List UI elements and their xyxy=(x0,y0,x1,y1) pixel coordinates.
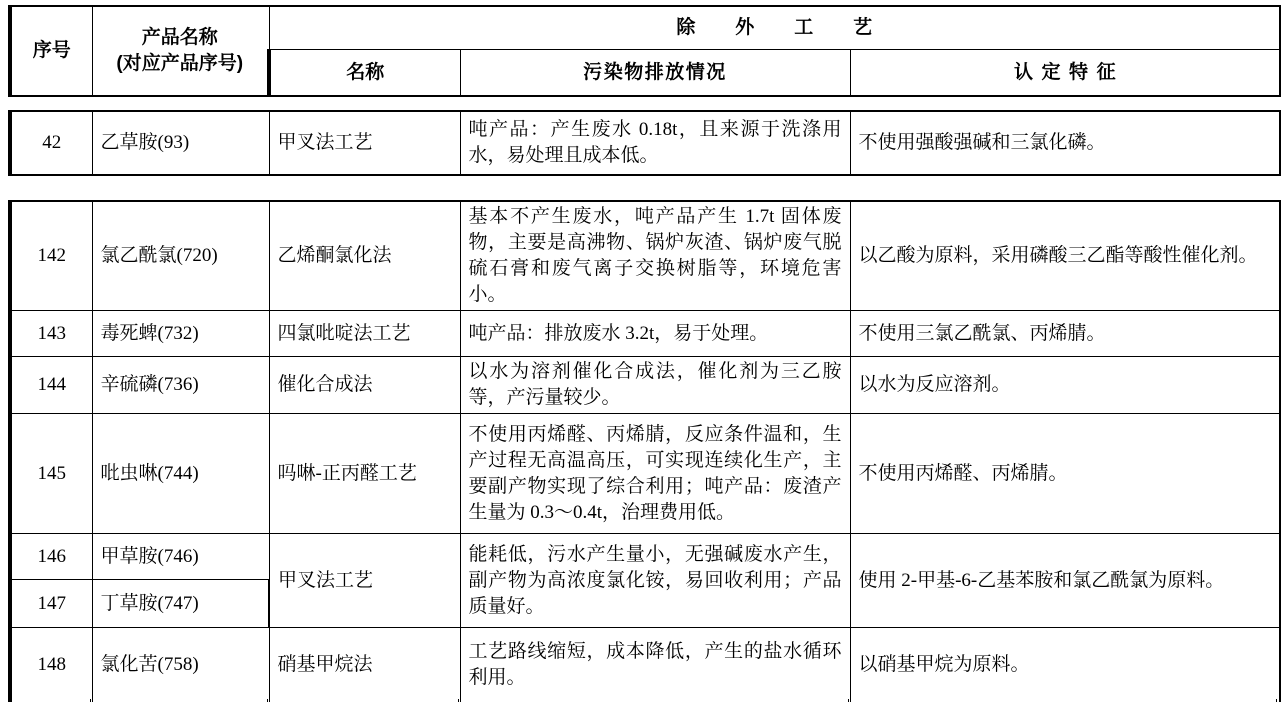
cell-process-name: 硝基甲烷法 xyxy=(269,628,460,702)
cell-identification-feature: 不使用强酸强碱和三氯化磷。 xyxy=(850,111,1280,175)
cell-serial-number: 145 xyxy=(10,414,92,534)
header-product-line1: 产品名称 xyxy=(141,27,218,48)
table-row xyxy=(10,311,1280,357)
header-pollution: 污染物排放情况 xyxy=(460,50,850,97)
cell-serial-number: 142 xyxy=(10,201,92,311)
table-row xyxy=(10,357,1280,414)
cell-process-name: 乙烯酮氯化法 xyxy=(269,201,460,311)
header-process-name: 名称 xyxy=(269,50,460,97)
cell-product-name: 毒死蜱(732) xyxy=(92,311,269,357)
cell-serial-number: 146 xyxy=(10,534,92,580)
cell-identification-feature: 使用 2-甲基-6-乙基苯胺和氯乙酰氯为原料。 xyxy=(850,534,1280,628)
cell-pollution-discharge: 能耗低，污水产生量小，无强碱废水产生，副产物为高浓度氯化铵，易回收利用；产品质量好。 xyxy=(460,534,850,628)
cell-product-name: 辛硫磷(736) xyxy=(92,357,269,414)
cell-process-name: 四氯吡啶法工艺 xyxy=(269,311,460,357)
table-row xyxy=(10,111,1280,175)
cell-serial-number: 147 xyxy=(10,580,92,628)
table-fragment-row42 xyxy=(8,110,1281,176)
cell-serial-number: 148 xyxy=(10,628,92,702)
table-row xyxy=(10,201,1280,311)
cell-process-name: 催化合成法 xyxy=(269,357,460,414)
cell-pollution-discharge: 以水为溶剂催化合成法，催化剂为三乙胺等，产污量较少。 xyxy=(460,357,850,414)
cell-product-name: 丁草胺(747) xyxy=(92,580,269,628)
cell-product-name: 氯乙酰氯(720) xyxy=(92,201,269,311)
header-product-line2: (对应产品序号) xyxy=(116,53,244,74)
cell-process-name: 甲叉法工艺 xyxy=(269,111,460,175)
cell-process-name: 甲叉法工艺 xyxy=(269,534,460,628)
cell-pollution-discharge: 工艺路线缩短，成本降低，产生的盐水循环利用。 xyxy=(460,628,850,702)
cell-identification-feature: 以乙酸为原料，采用磷酸三乙酯等酸性催化剂。 xyxy=(850,201,1280,311)
cell-product-name: 甲草胺(746) xyxy=(92,534,269,580)
header-exempt-process-group: 除外工艺 xyxy=(269,6,1280,50)
cell-serial-number: 144 xyxy=(10,357,92,414)
cell-pollution-discharge: 吨产品：产生废水 0.18t，且来源于洗涤用水，易处理且成本低。 xyxy=(460,111,850,175)
table-fragment-main xyxy=(8,200,1281,702)
cell-identification-feature: 以水为反应溶剂。 xyxy=(850,357,1280,414)
table-header xyxy=(8,5,1281,97)
table-row xyxy=(10,414,1280,534)
table-row xyxy=(10,628,1280,702)
cell-product-name: 吡虫啉(744) xyxy=(92,414,269,534)
header-feature: 认定特征 xyxy=(850,50,1280,97)
cell-serial-number: 42 xyxy=(10,111,92,175)
header-serial: 序号 xyxy=(10,6,92,96)
cell-serial-number: 143 xyxy=(10,311,92,357)
table-row xyxy=(10,534,1280,580)
cell-pollution-discharge: 不使用丙烯醛、丙烯腈，反应条件温和，生产过程无高温高压，可实现连续化生产，主要副产物实现了综合利用；吨产品：废渣产生量为 0.3～0.4t，治理费用低。 xyxy=(460,414,850,534)
cell-process-name: 吗啉-正丙醛工艺 xyxy=(269,414,460,534)
cell-product-name: 氯化苦(758) xyxy=(92,628,269,702)
cell-identification-feature: 不使用三氯乙酰氯、丙烯腈。 xyxy=(850,311,1280,357)
cell-identification-feature: 不使用丙烯醛、丙烯腈。 xyxy=(850,414,1280,534)
header-product xyxy=(92,6,269,96)
cell-pollution-discharge: 基本不产生废水，吨产品产生 1.7t 固体废物，主要是高沸物、锅炉灰渣、锅炉废气脱硫石膏和废气离子交换树脂等，环境危害小。 xyxy=(460,201,850,311)
cell-product-name: 乙草胺(93) xyxy=(92,111,269,175)
cell-pollution-discharge: 吨产品：排放废水 3.2t，易于处理。 xyxy=(460,311,850,357)
cell-identification-feature: 以硝基甲烷为原料。 xyxy=(850,628,1280,702)
